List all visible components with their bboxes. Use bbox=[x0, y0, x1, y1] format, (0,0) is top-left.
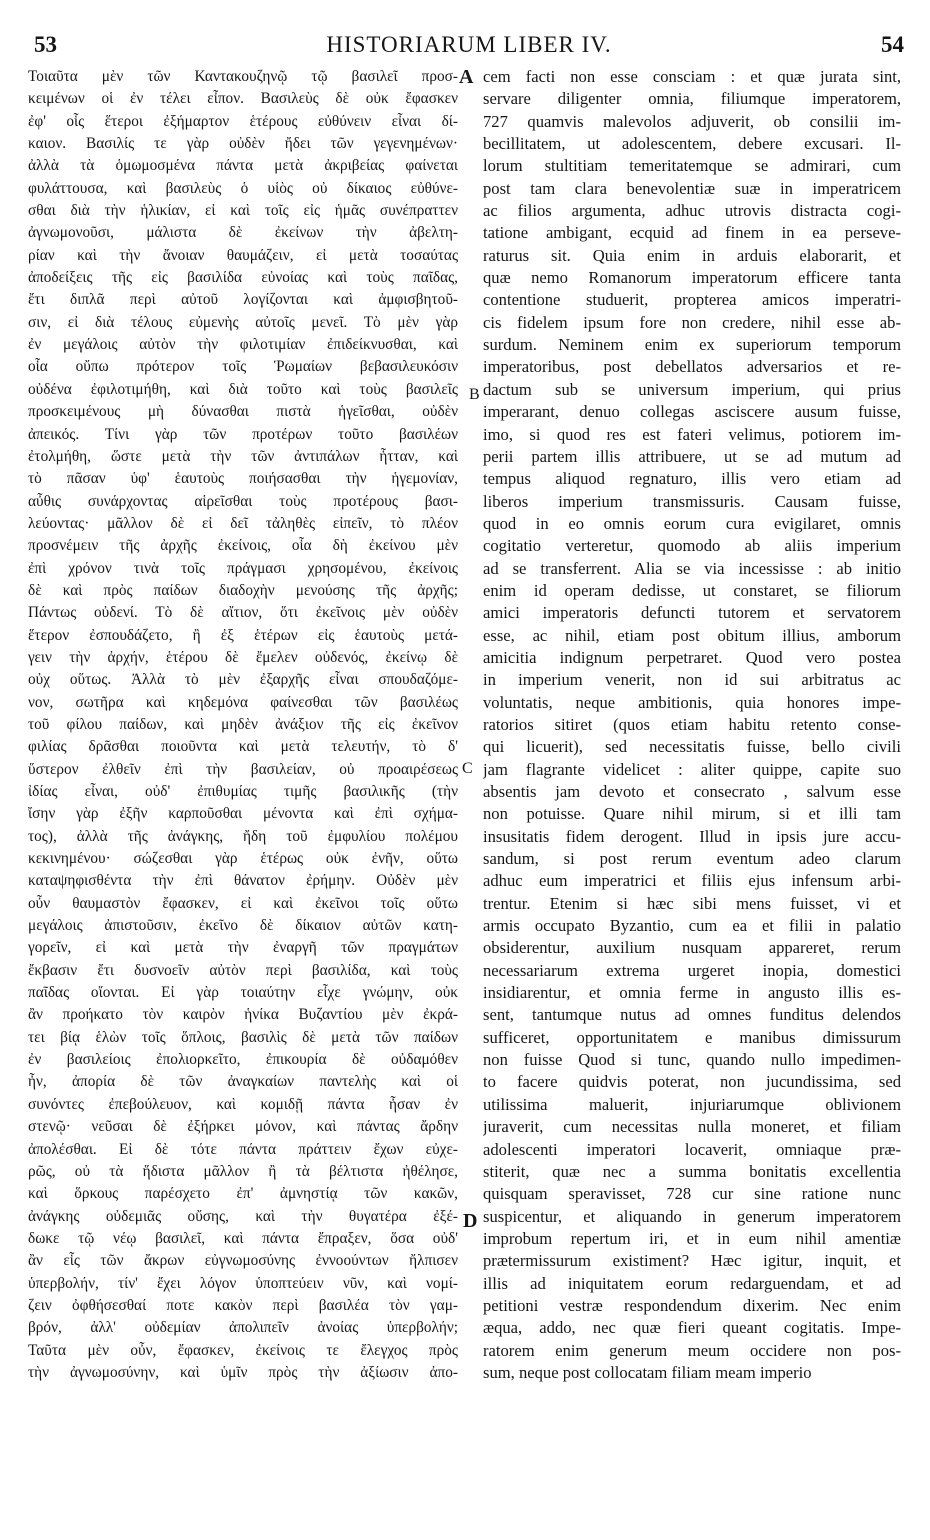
latin-text-line: surdum. Neminem enim ex superiorum temporum bbox=[483, 335, 901, 355]
greek-text-line: ἔτι διπλᾶ περὶ αὐτοῦ λογίζονται καὶ ἀμφισβητοῦ- bbox=[28, 291, 458, 309]
latin-text-column bbox=[483, 66, 901, 1526]
latin-text-line: æqua, addo, nec quæ fieri queant cogitatis. Impe- bbox=[483, 1318, 901, 1338]
greek-text-line: Ταῦτα μὲν οὖν, ἔφασκεν, ἐκείνοις τε ἔλεγχος πρὸς bbox=[28, 1341, 458, 1359]
latin-text-line: raturus sit. Quia enim in arduis elaborarit, et bbox=[483, 245, 901, 265]
latin-text-line: necessariarum extrema urgeret inopia, domestici bbox=[483, 960, 901, 980]
latin-text-line: utilissima maluerit, injuriarumque oblivionem bbox=[483, 1094, 901, 1114]
latin-text-line: adhuc eum imperatrici et filiis ejus infensum arbi- bbox=[483, 871, 901, 891]
greek-text-line: ἂν εἷς τῶν ἄκρων εὐγνωμοσύνης ἐννοούντων ἤλπισεν bbox=[28, 1252, 458, 1270]
latin-text-line: suspicentur, et aliquando in generum imperatorem bbox=[483, 1206, 901, 1226]
latin-text-line: cis fidelem ipsum fore non credere, nihil esse ab- bbox=[483, 312, 901, 332]
greek-text-line: κειμένων οἱ ἐν τέλει εἶπον. Βασιλεὺς δὲ οὐκ ἔφασκεν bbox=[28, 90, 458, 108]
greek-text-line: ὑπερβολήν, τίν' ἔχει λόγον ὑποπτεύειν νῦν, καὶ νομί- bbox=[28, 1274, 458, 1292]
greek-text-line: παῖδας οἴονται. Εἰ γὰρ τοιαύτην εἶχε γνώμην, οὐκ bbox=[28, 984, 458, 1002]
greek-text-line: καὶ ὅρκους παρέσχετο ἐπ' ἀμνηστίᾳ τῶν κακῶν, bbox=[28, 1185, 458, 1203]
greek-text-line: τὴν ἀγνωμοσύνην, καὶ ὑμῖν πρὸς τὴν ἀξίωσιν ἀπο- bbox=[28, 1363, 458, 1381]
latin-text-line: insidiarentur, et omnia ferme in angusto illis es- bbox=[483, 983, 901, 1003]
greek-text-line: σιν, εἰ διὰ τέλους εὐμενὴς αὐτοῖς μενεῖ. Τὸ μὲν γὰρ bbox=[28, 313, 458, 331]
latin-text-line: ratorem enim generum meum occidere non pos- bbox=[483, 1340, 901, 1360]
latin-text-line: ad se transferrent. Alia se via incessisse : ab initio bbox=[483, 558, 901, 578]
latin-text-line: cogitatio verteretur, quomodo ab aliis imperium bbox=[483, 536, 901, 556]
latin-text-line: cem facti non esse consciam : et quæ jurata sint, bbox=[483, 67, 901, 86]
latin-text-line: prætermissurum existiment? Hæc igitur, inquit, et bbox=[483, 1251, 901, 1271]
greek-text-line: νον, σωτῆρα καὶ κηδεμόνα φαίνεσθαι τῶν βασιλέως bbox=[28, 693, 458, 711]
greek-text-line: ἐφ' οἷς ἕτεροι ἐξήμαρτον ἑτέρους εὐθύνειν εἶναι δί- bbox=[28, 112, 458, 130]
greek-text-line: Πάντως οὐδενί. Τὸ δὲ αἴτιον, ὅτι ἐκεῖνοις μὲν οὐδὲν bbox=[28, 604, 458, 622]
latin-text-line: absentis jam devoto et consecrato , salvum esse bbox=[483, 782, 901, 801]
latin-text-line: obsiderentur, auxilium nusquam appareret, rerum bbox=[483, 938, 901, 958]
latin-text-line: jam flagrante videlicet : aliter quippe, capite suo bbox=[483, 759, 901, 779]
greek-text-line: τει βίᾳ ἑλὼν τοῖς ὅπλοις, βασιλὶς δὲ μετὰ τῶν παίδων bbox=[28, 1028, 458, 1046]
greek-text-line: τος), ἀλλὰ τῆς ἀνάγκης, ἤδη τοῦ ἐμφυλίου πολέμου bbox=[28, 827, 458, 845]
greek-text-line: μεγάλοις ἀπιστοῦσιν, ἐκεῖνο δὲ δίκαιον αὐτῶν κατη- bbox=[28, 917, 458, 935]
greek-text-line: οὖν θαυμαστὸν ἔφασκεν, εἰ καὶ ἐκεῖνοι τοῖς οὕτω bbox=[28, 894, 458, 912]
latin-text-line: ratorios sitiret (quos etiam habitu retento conse- bbox=[483, 714, 901, 734]
greek-text-line: οἷα οὔπω πρότερον τοῖς Ῥωμαίων βεβασιλευκόσιν bbox=[28, 358, 458, 376]
page-number-right: 54 bbox=[881, 32, 904, 57]
latin-text-line: quod in eo omnis eorum cura evigilaret, omnis bbox=[483, 513, 901, 533]
latin-text-line: imo, si quod res est fateri velimus, potiorem im- bbox=[483, 424, 901, 444]
greek-text-line: ἀνάγκης οὐδεμιᾶς οὔσης, καὶ τὴν θυγατέρα ἐξέ- bbox=[28, 1207, 458, 1225]
greek-text-line: ἀπολέσθαι. Εἰ δὲ τότε πάντα πράττειν ἔχων εὐχε- bbox=[28, 1140, 458, 1158]
greek-text-line: ρῶς, οὐ τὰ ἥδιστα μᾶλλον ἢ τὰ βέλτιστα ἠθέλησε, bbox=[28, 1162, 458, 1180]
latin-text-line: improbum repertum iri, et in eum nihil amentiæ bbox=[483, 1228, 901, 1248]
greek-text-line: ἂν προήκατο τὸν καιρὸν ἡνίκα Βυζαντίου μὲν ἐκρά- bbox=[28, 1006, 458, 1024]
greek-text-line: οὐδένα ἐφιλοτιμήθη, καὶ διὰ τοῦτο καὶ τοὺς βασιλεῖς bbox=[28, 380, 458, 398]
latin-text-line: ac filios argumenta, adhuc utrovis distracta cogi- bbox=[483, 201, 901, 221]
latin-text-line: tempus aliquod regnaturo, illis vero etiam ad bbox=[483, 469, 901, 489]
running-header bbox=[30, 32, 908, 62]
greek-text-line: ἕτερον ἐσπουδάζετο, ἢ ἐξ ἑτέρων εἰς ἑαυτοὺς μετά- bbox=[28, 626, 458, 644]
greek-text-line: αὖθις συνάρχοντας αἱρεῖσθαι τοὺς προτέρους βασι- bbox=[28, 492, 458, 510]
greek-text-line: στενῷ· νεῦσαι δὲ ἐξήρκει μόνον, καὶ πάντας ἄρδην bbox=[28, 1118, 458, 1136]
latin-text-line: sent, tantumque nutus ad omnes funditus delendos bbox=[483, 1005, 901, 1025]
latin-text-line: esse, ac nihil, etiam post obitum illius, amborum bbox=[483, 625, 901, 645]
latin-text-line: contentione studuerit, propterea amicos imperatri- bbox=[483, 290, 901, 310]
greek-text-line: λεύοντας· μᾶλλον δὲ εἰ δεῖ τἀληθὲς εἰπεῖν, τὸ πλέον bbox=[28, 514, 458, 532]
latin-text-line: to facere quidvis poterat, non jucundissima, sed bbox=[483, 1072, 901, 1092]
margin-marker-b: B bbox=[469, 386, 480, 403]
greek-text-line: τοῦ φίλου παίδων, καὶ μηδὲν ἀνάξιον τῆς εἰς ἐκεῖνον bbox=[28, 715, 458, 733]
greek-text-line: καιον. Βασιλίς τε γὰρ οὐδὲν ἤδει τῶν γεγενημένων· bbox=[28, 135, 458, 153]
greek-text-line: ἐν βασιλείοις ἐπολιορκεῖτο, ἐπικουρία δὲ οὐδαμόθεν bbox=[28, 1051, 458, 1069]
latin-text-line: quisquam speravisset, 728 cur sine ratione nunc bbox=[483, 1184, 901, 1204]
greek-text-line: δωκε τῷ νέῳ βασιλεῖ, καὶ πάντα ἔπραξεν, ὅσα οὐδ' bbox=[28, 1229, 458, 1247]
latin-text-line: adolescenti imperatori locaverit, omniaque præ- bbox=[483, 1139, 901, 1159]
greek-text-line: ἔκβασιν ἔτι δυσνοεῖν αὐτὸν περὶ βασιλίδα, καὶ τοὺς bbox=[28, 961, 458, 979]
latin-text-line: perii partem illis attribuere, ut se ad mutum ad bbox=[483, 446, 901, 466]
latin-text-line: voluntatis, neque ambitionis, quia honores impe- bbox=[483, 692, 901, 712]
latin-text-line: imperarant, denuo collegas asciscere ausum fuisse, bbox=[483, 402, 901, 422]
greek-text-line: συνόντες ἐπεβούλευον, καὶ κομιδῇ πάντα ἦσαν ἐν bbox=[28, 1095, 458, 1113]
greek-text-line: ἀλλὰ τὰ ὁμωμοσμένα πάντα μετὰ ἀκριβείας φαίνεται bbox=[28, 157, 458, 175]
latin-text-line: non fuisse Quod si tunc, quando nullo impedimen- bbox=[483, 1050, 901, 1070]
latin-text-line: quæ nemo Romanorum imperatorum efficere tanta bbox=[483, 268, 901, 288]
latin-text-line: sandum, si post rerum eventum adeo clarum bbox=[483, 849, 901, 869]
latin-text-line: lorum stultitiam temeritatemque se admirari, cum bbox=[483, 156, 901, 176]
latin-text-line: insusitatis fidem derogent. Illud in ipsis jure accu- bbox=[483, 826, 901, 846]
latin-text-line: imperatoribus, post debellatos adversarios et re- bbox=[483, 357, 901, 377]
latin-text-line: liberos imperium transmissuris. Causam fuisse, bbox=[483, 491, 901, 511]
latin-text-line: dactum sub se universum imperium, qui prius bbox=[483, 379, 901, 399]
greek-text-line: ἦν, ἀπορία δὲ τῶν ἀναγκαίων παντελὴς καὶ οἱ bbox=[28, 1073, 458, 1091]
latin-text-line: stiterit, quæ nec a summa bonitatis excellentia bbox=[483, 1161, 901, 1181]
latin-text-line: in imperium venerit, non id sui arbitratus ac bbox=[483, 670, 901, 690]
margin-marker-c: C bbox=[462, 760, 473, 777]
latin-text-line: post tam clara benevolentiæ suæ in imperatricem bbox=[483, 178, 901, 198]
latin-text-line: armis occupato Byzantio, cum ea et filii in palatio bbox=[483, 916, 901, 936]
greek-text-line: γορεῖν, εἰ καὶ μετὰ τὴν ἐναργῆ τῶν πραγμάτων bbox=[28, 939, 458, 957]
latin-text-line: 727 quamvis malevolos adjuverit, ob consilii im- bbox=[483, 111, 901, 131]
greek-text-line: οὐχ οὕτως. Ἀλλὰ τὸ μὲν ἐξαρχῆς εἶναι σπουδαζόμε- bbox=[28, 671, 458, 689]
greek-text-line: ἐτολμήθη, ὥστε μετὰ τὴν τῶν ἀντιπάλων ἧτταν, καὶ bbox=[28, 447, 458, 465]
page-number-left: 53 bbox=[34, 32, 57, 57]
greek-text-line: ἐπὶ χρόνον τινὰ τοῖς πράγμασι χρησομένου, ἐκείνοις bbox=[28, 559, 458, 577]
margin-marker-d: D bbox=[463, 1210, 478, 1232]
latin-text-line: enim id operam dedisse, ut constaret, se filiorum bbox=[483, 580, 901, 600]
latin-text-line: sum, neque post collocatam filiam meam imperio bbox=[483, 1362, 812, 1382]
running-title: HISTORIARUM LIBER IV. bbox=[326, 32, 612, 57]
greek-text-line: σθαι διὰ τὴν ἡλικίαν, εἰ καὶ τοῖς εἰς ἡμᾶς συνέπραττεν bbox=[28, 202, 458, 220]
greek-text-column bbox=[28, 66, 458, 1526]
latin-text-line: becillitatem, ut adolescentem, debere excusari. Il- bbox=[483, 134, 901, 154]
latin-text-line: tatione ambigant, ecquid ad finem in ea perseve- bbox=[483, 223, 901, 243]
greek-text-line: βρόν, ἀλλ' οὐδεμίαν ἀπολιπεῖν ἀνοίας ὑπερβολήν; bbox=[28, 1319, 458, 1337]
latin-text-line: servare diligenter omnia, filiumque imperatorem, bbox=[483, 89, 901, 109]
greek-text-line: γειν τὴν ἀρχήν, ἑτέρου δὲ ἔμελεν οὐδενός, ἐκείνῳ δὲ bbox=[28, 648, 458, 666]
latin-text-line: petitioni vestræ respondendum dixerim. Nec enim bbox=[483, 1295, 901, 1315]
greek-text-line: ὕστερον ἐλθεῖν ἐπὶ τὴν βασιλείαν, οὐ προαιρέσεως bbox=[28, 760, 458, 778]
greek-text-line: προσνέμειν τῆς ἀρχῆς ἐκείνοις, οἷα δὴ ἐκείνου μὲν bbox=[28, 537, 458, 555]
margin-marker-a: A bbox=[459, 66, 474, 88]
latin-text-line: non potuisse. Quare nihil mirum, si et illi tam bbox=[483, 804, 901, 824]
greek-text-line: φυλάττουσα, καὶ βασιλεὺς ὁ υἱὸς οὐ δίκαιος εὐθύνε- bbox=[28, 179, 458, 197]
greek-text-line: ἀπεικός. Τίνι γὰρ τῶν προτέρων τοῦτο βασιλέων bbox=[28, 425, 458, 443]
greek-text-line: κεκινημένου· σώζεσθαι γὰρ ἑτέρως οὐκ ἐνῆν, οὕτω bbox=[28, 850, 458, 868]
latin-text-line: sufficeret, opportunitatem e manibus dimissurum bbox=[483, 1027, 901, 1047]
greek-text-line: προσκειμένους μὴ δύνασθαι πιστὰ ἡγεῖσθαι, οὐδὲν bbox=[28, 403, 458, 421]
greek-text-line: ἰδίας εἶναι, οὐδ' ἐπιθυμίας τιμῆς βασιλικῆς (τὴν bbox=[28, 783, 458, 800]
greek-text-line: ἀποδείξεις τῆς εἰς βασιλίδα εὐνοίας καὶ τοὺς παῖδας, bbox=[28, 269, 458, 287]
latin-text-line: juraverit, cum necessitas nulla moneret, et filiam bbox=[483, 1117, 901, 1137]
greek-text-line: καταψηφισθέντα τὴν ἐπὶ θάνατον ἐρήμην. Οὐδὲν μὲν bbox=[28, 872, 458, 890]
greek-text-line: δὲ καὶ πρὸς παίδων διαδοχὴν μενούσης τῆς ἀρχῆς; bbox=[28, 581, 458, 599]
greek-text-line: φιλίας δρᾶσθαι ποιοῦντα καὶ μετὰ τελευτήν, τὸ δ' bbox=[28, 738, 458, 756]
latin-text-line: qui licuerit), sed necessitatis fuisse, bello civili bbox=[483, 737, 901, 757]
greek-text-line: ἀγνωμονοῦσι, μάλιστα δὲ ἐκείνων τὴν ἀβελτη- bbox=[28, 224, 458, 242]
greek-text-line: ρίαν καὶ τὴν ἄνοιαν θαυμάζειν, εἰ μετὰ τοσαύτας bbox=[28, 246, 458, 264]
latin-text-line: illis ad iniquitatem eorum redarguendam, et ad bbox=[483, 1273, 901, 1293]
greek-text-line: Τοιαῦτα μὲν τῶν Καντακουζηνῷ τῷ βασιλεῖ προσ- bbox=[28, 68, 458, 85]
latin-text-line: amici imperatoris defuncti tutorem et servatorem bbox=[483, 603, 901, 623]
latin-text-line: amicitia indignum perpetraret. Quod vero postea bbox=[483, 647, 901, 667]
greek-text-line: ἐν μεγάλοις αὐτὸν τὴν φιλοτιμίαν ἐπιδείκνυσθαι, καὶ bbox=[28, 336, 458, 354]
latin-text-line: trentur. Etenim si hæc sibi mens fuisset, vi et bbox=[483, 893, 901, 913]
greek-text-line: ἴσην γὰρ ἐξῆν καρποῦσθαι μένοντα καὶ ἐπὶ σχήμα- bbox=[28, 805, 458, 823]
greek-text-line: ζειν ὀφθήσεσθαί ποτε κακὸν περὶ βασιλέα τὸν γαμ- bbox=[28, 1296, 458, 1314]
greek-text-line: τὸ πᾶσαν ὑφ' ἑαυτοὺς ποιήσασθαι τὴν ἡγεμονίαν, bbox=[28, 470, 458, 488]
